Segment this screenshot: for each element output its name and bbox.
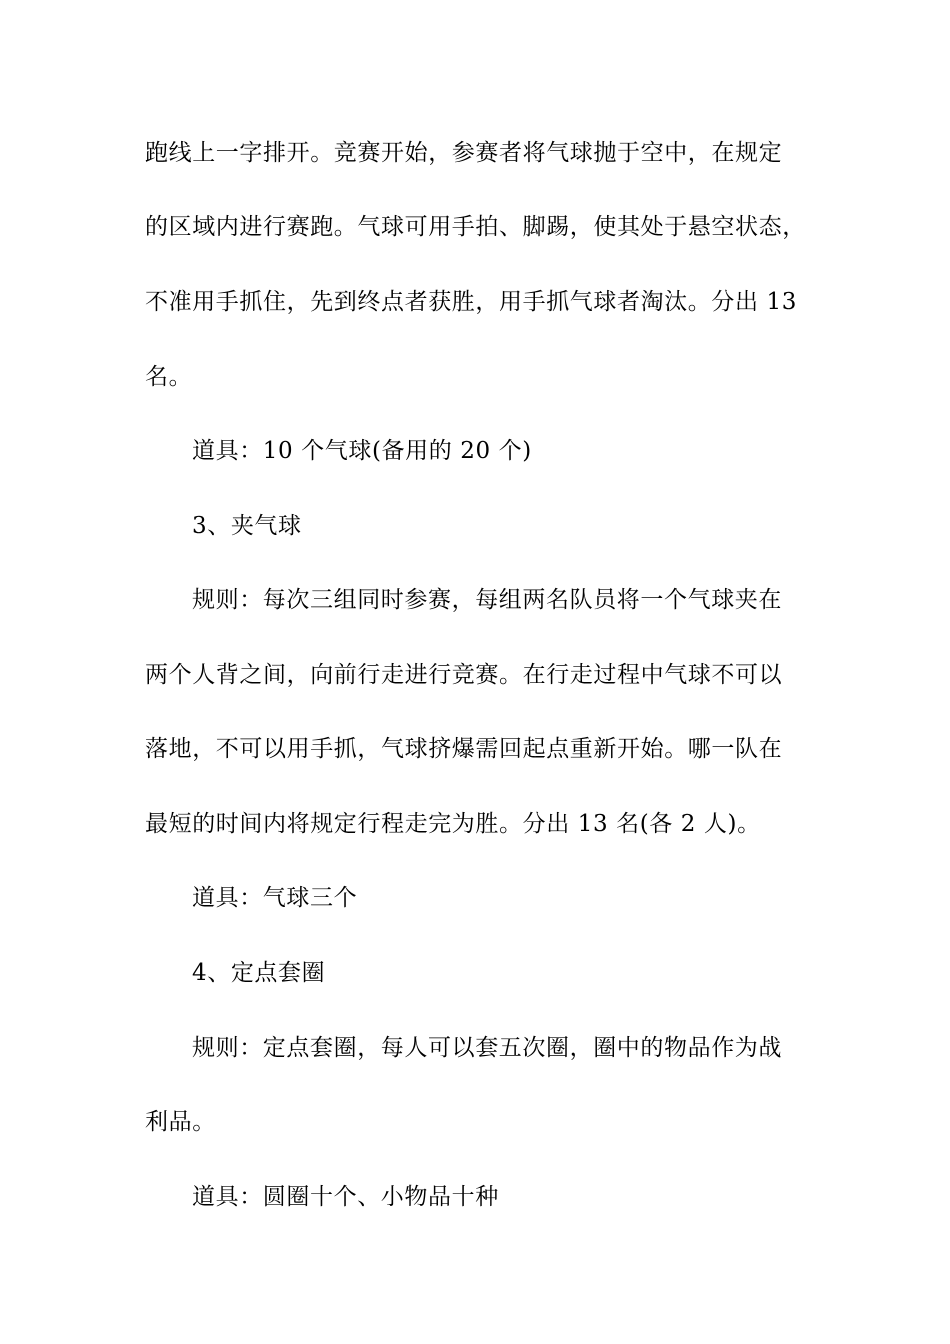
props-line: 道具：10 个气球(备用的 20 个) [192, 438, 532, 464]
section-heading: 4、定点套圈 [192, 960, 326, 986]
paragraph-line: 两个人背之间，向前行走进行竞赛。在行走过程中气球不可以 [145, 662, 783, 688]
paragraph-line: 利品。 [145, 1109, 216, 1135]
paragraph-line: 名。 [145, 364, 193, 390]
paragraph-line: 跑线上一字排开。竞赛开始，参赛者将气球抛于空中，在规定 [145, 140, 783, 166]
paragraph-line: 最短的时间内将规定行程走完为胜。分出 13 名(各 2 人)。 [145, 811, 761, 837]
paragraph-line: 的区域内进行赛跑。气球可用手拍、脚踢，使其处于悬空状态， [145, 214, 806, 240]
rules-line: 规则：每次三组同时参赛，每组两名队员将一个气球夹在 [192, 587, 782, 613]
paragraph-line: 不准用手抓住，先到终点者获胜，用手抓气球者淘汰。分出 13 [145, 289, 797, 315]
section-heading: 3、夹气球 [192, 513, 302, 539]
props-line: 道具：圆圈十个、小物品十种 [192, 1184, 499, 1210]
paragraph-line: 落地，不可以用手抓，气球挤爆需回起点重新开始。哪一队在 [145, 736, 783, 762]
rules-line: 规则：定点套圈，每人可以套五次圈，圈中的物品作为战 [192, 1035, 782, 1061]
props-line: 道具：气球三个 [192, 885, 358, 911]
